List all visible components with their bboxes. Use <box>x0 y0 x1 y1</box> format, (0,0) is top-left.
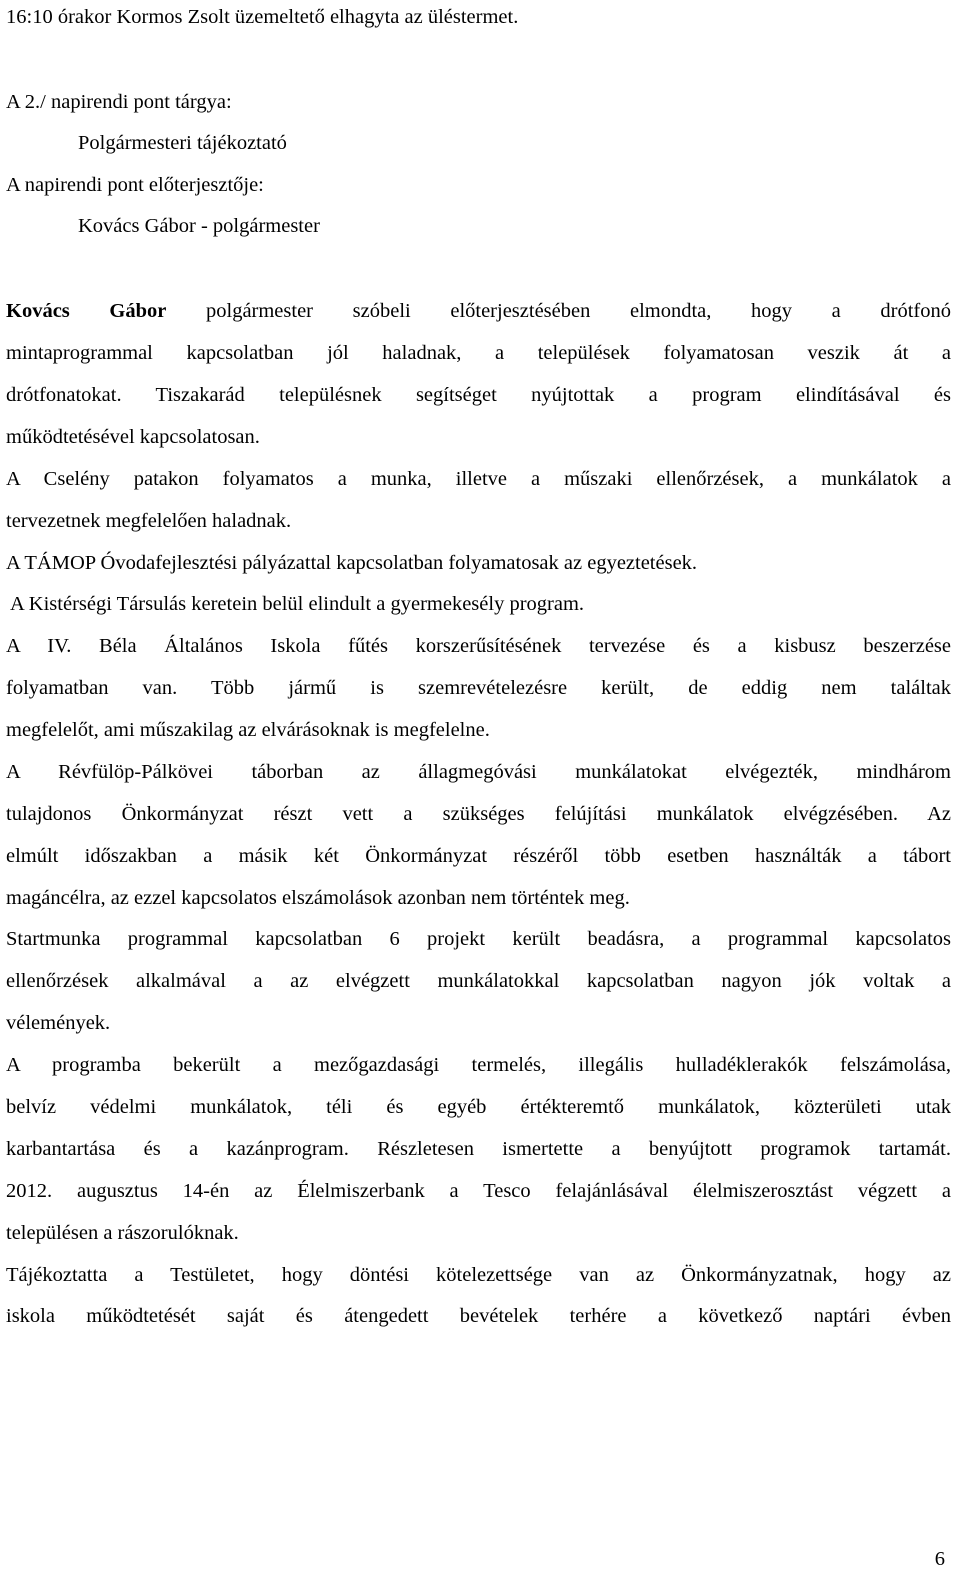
text-line: elmúlt időszakban a másik két Önkormányzat részéről több esetben használták a tábort <box>6 845 951 867</box>
text-line: Tájékoztatta a Testületet, hogy döntési kötelezettsége van az Önkormányzatnak, hogy az <box>6 1264 951 1286</box>
text-line: A Révfülöp-Pálkövei táborban az állagmegóvási munkálatokat elvégezték, mindhárom <box>6 761 951 783</box>
text-line: iskola működtetését saját és átengedett bevételek terhére a következő naptári évben <box>6 1305 951 1327</box>
text-line: tervezetnek megfelelően haladnak. <box>6 510 292 532</box>
text-line: folyamatban van. Több jármű is szemrevételezésre került, de eddig nem találtak <box>6 677 951 699</box>
text-line: megfelelőt, ami műszakilag az elvárásoknak is megfelelne. <box>6 719 490 741</box>
text-line: Startmunka programmal kapcsolatban 6 projekt került beadásra, a programmal kapcsolatos <box>6 928 951 950</box>
speaker-name: Kovács Gábor <box>6 300 167 322</box>
text-line: ellenőrzések alkalmával a az elvégzett munkálatokkal kapcsolatban nagyon jók voltak a <box>6 970 951 992</box>
text-line: belvíz védelmi munkálatok, téli és egyéb értékteremtő munkálatok, közterületi utak <box>6 1096 951 1118</box>
text-line-rest: polgármester szóbeli előterjesztésében elmondta, hogy a drótfonó <box>166 300 951 322</box>
presenter-name: Kovács Gábor - polgármester <box>78 215 320 237</box>
text-line: karbantartása és a kazánprogram. Részletesen ismertette a benyújtott programok tartamát. <box>6 1138 951 1160</box>
agenda-item-heading: A 2./ napirendi pont tárgya: <box>6 91 232 113</box>
text-line: tulajdonos Önkormányzat részt vett a szükséges felújítási munkálatok elvégzésében. Az <box>6 803 951 825</box>
text-line <box>6 297 951 325</box>
text-line: 2012. augusztus 14-én az Élelmiszerbank a Tesco felajánlásával élelmiszerosztást végzett a <box>6 1180 951 1202</box>
text-line: mintaprogrammal kapcsolatban jól haladnak, a települések folyamatosan veszik át a <box>6 342 951 364</box>
text-line: A TÁMOP Óvodafejlesztési pályázattal kapcsolatban folyamatosak az egyeztetések. <box>6 552 698 574</box>
presenter-heading: A napirendi pont előterjesztője: <box>6 174 264 196</box>
text-line: A Cselény patakon folyamatos a munka, illetve a műszaki ellenőrzések, a munkálatok a <box>6 468 951 490</box>
text-line: működtetésével kapcsolatosan. <box>6 426 260 448</box>
text-line: drótfonatokat. Tiszakarád településnek segítséget nyújtottak a program elindításával és <box>6 384 951 406</box>
text-line: 16:10 órakor Kormos Zsolt üzemeltető elhagyta az üléstermet. <box>6 6 519 28</box>
text-line: A programba bekerült a mezőgazdasági termelés, illegális hulladéklerakók felszámolása, <box>6 1054 951 1076</box>
page-number: 6 <box>934 1548 945 1570</box>
text-line: településen a rászorulóknak. <box>6 1222 239 1244</box>
agenda-item-subject: Polgármesteri tájékoztató <box>78 132 287 154</box>
text-line: A IV. Béla Általános Iskola fűtés korszerűsítésének tervezése és a kisbusz beszerzése <box>6 635 951 657</box>
text-line: A Kistérségi Társulás keretein belül elindult a gyermekesély program. <box>10 593 585 615</box>
text-line: magáncélra, az ezzel kapcsolatos elszámolások azonban nem történtek meg. <box>6 887 630 909</box>
text-line: vélemények. <box>6 1012 111 1034</box>
